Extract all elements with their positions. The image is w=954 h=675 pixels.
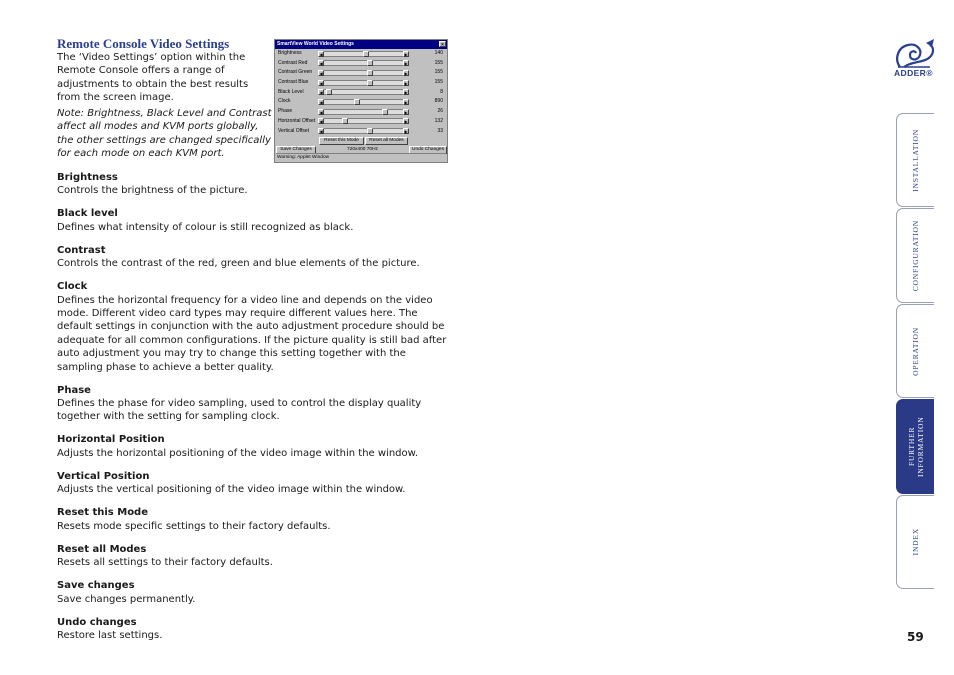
slider-row: [275, 88, 447, 98]
resolution-readout: 720x400 70Hz: [347, 147, 378, 152]
slider-row: [275, 107, 447, 117]
tab-label: INSTALLATION: [911, 128, 920, 192]
definition-text: Resets mode specific settings to their factory defaults.: [57, 520, 331, 532]
definition-text: Defines the phase for video sampling, used to control the display quality together with the setting for sampling clock.: [57, 398, 422, 423]
slider-row: [275, 127, 447, 137]
slider-value: 26: [437, 108, 443, 115]
slider-thumb[interactable]: [367, 60, 373, 66]
arrow-left-icon[interactable]: ◀: [319, 70, 323, 76]
slider-value: 33: [437, 127, 443, 134]
slider-label: Brightness: [278, 50, 302, 56]
definition-term: Reset all Modes: [57, 543, 147, 555]
slider-label: Contrast Blue: [278, 79, 309, 86]
definition-term: Contrast: [57, 244, 106, 256]
slider-track[interactable]: [318, 99, 409, 105]
arrow-left-icon[interactable]: ◀: [319, 119, 323, 125]
slider-thumb[interactable]: [367, 80, 373, 86]
slider-value: 890: [434, 98, 443, 105]
slider-row: [275, 78, 447, 88]
definition-text: Defines the horizontal frequency for a video line and depends on the video mode. Different video card types may require different values here. The default settings in conjunction with the auto adjustment procedure should be adequate for all common configurations. If the picture quality is still bad after auto adjustment you may try to change this setting together with the sampling phase to achieve a better quality.: [57, 294, 447, 373]
definition-term: Black level: [57, 208, 118, 220]
slider-label: Contrast Green: [278, 69, 313, 76]
slider-label: Vertical Offset: [278, 127, 310, 134]
arrow-right-icon[interactable]: ▶: [404, 90, 408, 96]
slider-row: [275, 59, 447, 69]
definition-term: Reset this Mode: [57, 507, 149, 519]
slider-thumb[interactable]: [367, 70, 373, 76]
arrow-right-icon[interactable]: ▶: [404, 129, 408, 134]
applet-status-bar: Warning: Applet Window: [276, 153, 446, 161]
definition-term: Save changes: [57, 580, 135, 592]
definition-text: Defines what intensity of colour is still recognized as black.: [57, 221, 354, 233]
slider-value: 155: [434, 59, 443, 66]
definition-term: Horizontal Position: [57, 434, 165, 446]
arrow-left-icon[interactable]: ◀: [319, 109, 323, 115]
slider-track[interactable]: [318, 80, 409, 86]
slider-thumb[interactable]: [342, 118, 348, 124]
save-changes-button[interactable]: Save Changes: [276, 146, 316, 154]
reset-all-modes-button[interactable]: Reset all Modes: [365, 137, 408, 145]
tab-label: OPERATION: [911, 326, 920, 376]
slider-track[interactable]: [318, 60, 409, 66]
slider-value: 140: [434, 50, 443, 56]
definition-phase: [57, 384, 449, 424]
slider-thumb[interactable]: [326, 89, 332, 95]
video-settings-window: [274, 39, 448, 163]
tab-label: FURTHER INFORMATION: [906, 416, 925, 477]
definition-black-level: [57, 207, 449, 234]
arrow-right-icon[interactable]: ▶: [404, 109, 408, 115]
tab-further-information[interactable]: [896, 399, 934, 494]
slider-value: 132: [434, 117, 443, 124]
slider-row: [275, 97, 447, 107]
slider-row: [275, 68, 447, 78]
definition-term: Undo changes: [57, 616, 137, 628]
definition-text: Controls the contrast of the red, green and blue elements of the picture.: [57, 258, 420, 270]
slider-row: [275, 117, 447, 127]
reset-this-mode-button[interactable]: Reset this Mode: [319, 137, 364, 145]
tab-installation[interactable]: [896, 113, 934, 207]
definition-brightness: [57, 171, 449, 198]
arrow-left-icon[interactable]: ◀: [319, 99, 323, 105]
arrow-right-icon[interactable]: ▶: [404, 80, 408, 86]
slider-label: Horizontal Offset: [278, 117, 316, 124]
tab-index[interactable]: [896, 495, 934, 589]
slider-label: Contrast Red: [278, 59, 308, 66]
arrow-left-icon[interactable]: ◀: [319, 80, 323, 86]
settings-definitions: [57, 171, 449, 652]
arrow-left-icon[interactable]: ◀: [319, 51, 323, 57]
definition-text: Resets all settings to their factory defaults.: [57, 557, 273, 569]
page-number: 59: [907, 630, 924, 644]
definition-horizontal-position: [57, 433, 449, 460]
definition-term: Brightness: [57, 172, 118, 183]
slider-track[interactable]: [318, 70, 409, 76]
definition-term: Clock: [57, 281, 88, 293]
definition-vertical-position: [57, 470, 449, 497]
close-icon[interactable]: ×: [439, 41, 446, 47]
definition-term: Phase: [57, 384, 91, 396]
slider-value: 155: [434, 69, 443, 76]
window-title-bar: [275, 40, 447, 49]
note-paragraph: Note: Brightness, Black Level and Contrast affect all modes and KVM ports globally, the other settings are changed specifically for each mode on each KVM port.: [57, 108, 272, 160]
tab-operation[interactable]: [896, 304, 934, 398]
definition-reset-all-modes: [57, 543, 449, 570]
arrow-left-icon[interactable]: ◀: [319, 90, 323, 96]
arrow-left-icon[interactable]: ◀: [319, 129, 323, 134]
slider-thumb[interactable]: [354, 99, 360, 105]
definition-term: Vertical Position: [57, 470, 150, 482]
slider-list: [275, 49, 447, 136]
slider-track[interactable]: [318, 109, 409, 115]
slider-track[interactable]: [318, 51, 409, 57]
tab-label: INDEX: [911, 528, 920, 556]
slider-track[interactable]: [318, 118, 409, 124]
definition-undo-changes: [57, 616, 449, 643]
section-heading: Remote Console Video Settings: [57, 36, 230, 51]
definition-clock: [57, 280, 449, 374]
slider-thumb[interactable]: [367, 128, 373, 134]
undo-changes-button[interactable]: Undo Changes: [409, 146, 447, 154]
logo-wordmark: ADDER®: [894, 68, 933, 78]
definition-text: Adjusts the vertical positioning of the video image within the window.: [57, 484, 406, 496]
tab-label: CONFIGURATION: [911, 219, 920, 292]
slider-value: 8: [440, 88, 443, 95]
intro-paragraph: The ‘Video Settings’ option within the Remote Console offers a range of adjustments to obtain the best results from the screen image.: [57, 52, 249, 104]
window-title: SmartView World Video Settings: [277, 41, 354, 47]
definition-text: Save changes permanently.: [57, 593, 196, 605]
definition-save-changes: [57, 579, 449, 606]
definition-text: Adjusts the horizontal positioning of the video image within the window.: [57, 447, 419, 459]
arrow-right-icon[interactable]: ▶: [404, 61, 408, 67]
slider-label: Clock: [278, 98, 291, 105]
definition-contrast: [57, 244, 449, 271]
slider-track[interactable]: [318, 89, 409, 95]
arrow-right-icon[interactable]: ▶: [404, 99, 408, 105]
arrow-right-icon[interactable]: ▶: [404, 119, 408, 125]
definition-reset-this-mode: [57, 506, 449, 533]
slider-label: Black Level: [278, 88, 304, 95]
slider-label: Phase: [278, 108, 293, 115]
slider-row: [275, 49, 447, 59]
slider-thumb[interactable]: [382, 109, 388, 115]
arrow-right-icon[interactable]: ▶: [404, 51, 408, 57]
arrow-right-icon[interactable]: ▶: [404, 70, 408, 76]
arrow-left-icon[interactable]: ◀: [319, 61, 323, 67]
definition-text: Restore last settings.: [57, 629, 163, 641]
slider-track[interactable]: [318, 128, 409, 134]
slider-value: 155: [434, 79, 443, 86]
definition-text: Controls the brightness of the picture.: [57, 185, 248, 197]
tab-configuration[interactable]: [896, 208, 934, 303]
slider-thumb[interactable]: [363, 51, 369, 57]
